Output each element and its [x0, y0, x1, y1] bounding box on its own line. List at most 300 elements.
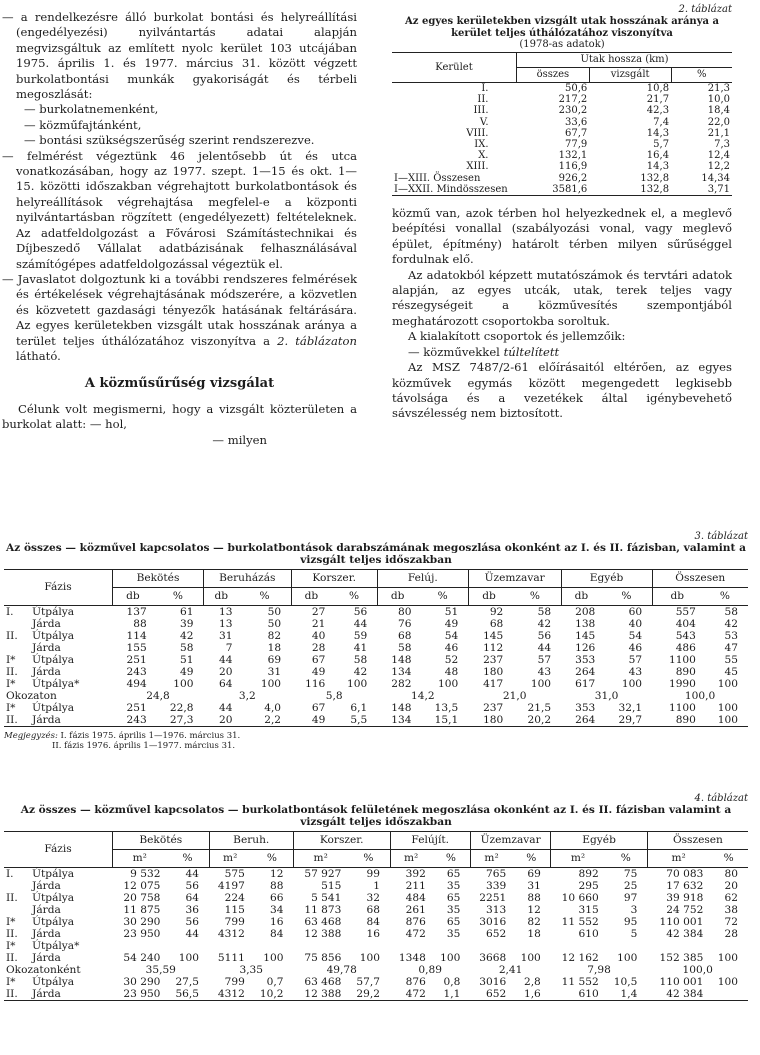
table-cell: 66 — [269, 892, 284, 904]
table-cell: 29,2 — [356, 988, 380, 1000]
table-row — [392, 117, 732, 128]
table-cell: 49,78 — [326, 964, 357, 976]
table-cell: 5,5 — [350, 714, 368, 726]
table-row — [4, 892, 748, 904]
table-cell: 58 — [353, 654, 368, 666]
table-cell: Útpálya — [32, 606, 75, 618]
table-cell: 75 856 — [304, 952, 342, 964]
table-cell: 0,89 — [418, 964, 442, 976]
table-cell: 23 950 — [123, 928, 161, 940]
table-cell: 799 — [224, 916, 245, 928]
table3-unit: % — [349, 590, 360, 602]
table-cell: 4312 — [217, 988, 245, 1000]
table-cell: 484 — [405, 892, 426, 904]
table4-unit: m² — [293, 850, 347, 868]
table-cell: 10,2 — [259, 988, 284, 1000]
table-cell: 13,5 — [434, 702, 459, 714]
table-cell: 24 752 — [666, 904, 704, 916]
table4-unit: % — [363, 852, 374, 864]
table-cell: 69 — [527, 868, 541, 880]
table3-number: 3. táblázat — [694, 531, 748, 542]
table4-group-header: Üzemzavar — [470, 832, 550, 850]
table-cell: 11 552 — [561, 916, 599, 928]
table3-note — [4, 731, 748, 751]
table-cell: 0,7 — [266, 976, 284, 988]
table-cell: 1100 — [668, 702, 696, 714]
table-cell: 88 — [133, 618, 147, 630]
table-cell: 7 — [225, 642, 233, 654]
table-row — [4, 952, 748, 964]
table-cell: 3581,6 — [552, 183, 588, 195]
table3-unit: % — [719, 590, 730, 602]
table-cell: Járda — [32, 618, 61, 630]
table-cell: 100 — [263, 952, 284, 964]
table-cell: II. — [6, 666, 18, 678]
table-cell: 49 — [311, 714, 326, 726]
table-cell: 56 — [537, 630, 552, 642]
table-cell: 100 — [260, 678, 282, 690]
table-cell: 56 — [185, 916, 200, 928]
table-cell: I—XXII. Mindösszesen — [394, 183, 508, 195]
table-cell: I* — [6, 654, 16, 666]
table4-unit: % — [620, 852, 631, 864]
table-cell: 486 — [675, 642, 696, 654]
table-cell: 12 162 — [561, 952, 599, 964]
table-cell: II. — [6, 630, 18, 642]
table-cell: 145 — [575, 630, 596, 642]
table-cell: 44 — [185, 928, 200, 940]
table-cell: 69 — [267, 654, 282, 666]
table-cell: 99 — [366, 868, 380, 880]
table-cell: 29,7 — [618, 714, 643, 726]
table-row — [4, 618, 748, 630]
table4-group-header: Korszer. — [293, 832, 390, 850]
table-cell: 68 — [398, 630, 412, 642]
table-cell: 575 — [224, 868, 245, 880]
table-cell: 10,8 — [646, 83, 670, 94]
table-cell: 41 — [353, 642, 368, 654]
table-cell: 617 — [575, 678, 596, 690]
table-cell: 44 — [219, 654, 233, 666]
table-cell: 64 — [185, 892, 200, 904]
table-cell: 56 — [185, 880, 200, 892]
table-cell: 652 — [486, 928, 507, 940]
table-cell: 180 — [483, 666, 504, 678]
table-cell: 54 — [444, 630, 459, 642]
table-cell: 44 — [353, 618, 368, 630]
table-cell: 65 — [446, 892, 461, 904]
item-proposal-text: — Javaslatot dolgoztunk ki a további rendszeres felmérések és értékelések végrehajtásának módszerére, a közvetlen és közvetett gazdasági tényezők hatásának feltárására. Az egyes kerületekben vizsgált utak hosszának aránya a terület teljes úthálózatához viszonyítva a — [2, 271, 357, 348]
table-cell: 35 — [446, 928, 461, 940]
table3-unit: % — [259, 590, 270, 602]
table-cell: II. — [6, 714, 18, 726]
table-cell: Járda — [32, 880, 61, 892]
table-cell: 31 — [219, 630, 233, 642]
table-cell: 652 — [486, 988, 507, 1000]
table-cell: 14,2 — [410, 690, 435, 702]
table-cell: 55 — [724, 654, 738, 666]
table-cell: 25 — [623, 880, 638, 892]
table-cell: 92 — [489, 606, 504, 618]
table3-unit: db — [204, 588, 239, 606]
paragraph-goal: Célunk volt megismerni, hogy a vizsgált közterületen a burkolat alatt: — hol, — [2, 401, 357, 432]
table-cell: 67 — [311, 702, 326, 714]
table-cell: 2,41 — [498, 964, 523, 976]
table-cell: 100 — [717, 678, 738, 690]
table-cell: 12 388 — [304, 988, 342, 1000]
table-row — [4, 642, 748, 654]
table-row — [4, 868, 748, 880]
table-cell: 22,0 — [707, 116, 730, 128]
table-cell: 4197 — [217, 880, 245, 892]
table-row — [4, 666, 748, 678]
sub-item: — bontási szükségszerűség szerint rendszerezve. — [24, 133, 315, 148]
table4-unit: m² — [470, 850, 512, 868]
table3-unit: db — [652, 588, 702, 606]
table-cell: 12 075 — [123, 880, 161, 892]
table-cell: 39 918 — [666, 892, 704, 904]
table4-group-header: Bekötés — [113, 832, 210, 850]
table4 — [4, 831, 748, 1001]
table-cell: IX. — [474, 139, 489, 151]
table-cell: 315 — [578, 904, 599, 916]
table-cell: 80 — [724, 868, 738, 880]
table3-body — [4, 606, 748, 727]
table4-unit: m² — [551, 850, 605, 868]
table-cell: 15,1 — [434, 714, 459, 726]
table-cell: 3,71 — [707, 183, 730, 195]
paragraph: közmű van, azok térben hol helyezkednek el, a meglevő beépítési vonallal (szabályozási vonal, vagy meglevő épület, építmény) határolt térben milyen sűrűséggel fordulnak elő. — [392, 206, 732, 267]
table-cell: 264 — [575, 714, 596, 726]
table-cell: 10,0 — [707, 94, 730, 106]
table-cell: 75 — [623, 868, 638, 880]
table-cell — [4, 880, 30, 892]
table-cell: 77,9 — [565, 139, 588, 151]
table-cell: 134 — [391, 666, 412, 678]
table4-unit: % — [182, 852, 193, 864]
table-cell: 43 — [628, 666, 643, 678]
table-cell: 97 — [623, 892, 638, 904]
table-row — [392, 184, 732, 196]
table-cell: 145 — [483, 630, 504, 642]
table3-unit: db — [113, 588, 153, 606]
table-cell: 3 — [630, 904, 638, 916]
table-cell: 208 — [575, 606, 596, 618]
table-cell: 112 — [483, 642, 504, 654]
note-line: I. fázis 1975. április 1—1976. március 31. — [60, 731, 241, 741]
table-cell: 20 — [724, 880, 738, 892]
table-cell: 132,8 — [640, 183, 670, 195]
table-cell: 100 — [178, 952, 200, 964]
table-cell: 80 — [398, 606, 412, 618]
table-cell: 132,1 — [558, 150, 588, 162]
table-cell: 116 — [305, 678, 326, 690]
table-cell: 14,3 — [646, 161, 670, 173]
table-cell: 28 — [724, 928, 738, 940]
table4-group-header: Egyéb — [551, 832, 648, 850]
table-cell: 7,98 — [587, 964, 611, 976]
table2-subcol: vizsgált — [589, 68, 671, 83]
table-row — [4, 964, 748, 976]
table-cell: 237 — [483, 654, 504, 666]
table-cell: 890 — [675, 714, 696, 726]
table-cell: Járda — [32, 714, 61, 726]
table-cell: 100 — [359, 952, 380, 964]
table3-group-header: Korszer. — [291, 570, 377, 588]
table-row — [4, 988, 748, 1001]
table-cell: 557 — [675, 606, 696, 618]
intro-item: — a rendelkezésre álló burkolat bontási és helyreállítási (engedélyezési) nyilvántartás adatai alapján megvizsgáltuk az említett nyolc kerület 103 utcájában 1975. április 1. és 1977. március 31. között végzett burkolatbontási munkák gyakoriságát és térbeli megoszlását: — [2, 10, 357, 102]
table-cell: 1,4 — [620, 988, 638, 1000]
table-cell — [4, 904, 30, 916]
table-cell: 40 — [628, 618, 643, 630]
table-cell: 2,8 — [523, 976, 541, 988]
table4-unit: m² — [390, 850, 432, 868]
table-cell: 339 — [486, 880, 507, 892]
table-row — [4, 714, 748, 727]
table-cell: 62 — [724, 892, 738, 904]
table2-subcol: összes — [517, 68, 590, 83]
table-cell: 46 — [444, 642, 459, 654]
table-cell: 57 927 — [304, 868, 342, 880]
table-row — [4, 630, 748, 642]
table-cell: 5111 — [217, 952, 245, 964]
table-cell: 16 — [269, 916, 284, 928]
table-cell: 261 — [405, 904, 426, 916]
table4-unit: % — [445, 852, 456, 864]
table-cell: 56,5 — [175, 988, 200, 1000]
table3-group-header: Felúj. — [377, 570, 468, 588]
table-cell: 295 — [578, 880, 599, 892]
table-cell: 100 — [520, 952, 541, 964]
table-cell: 82 — [267, 630, 282, 642]
table-cell: 148 — [391, 654, 412, 666]
table-cell: 890 — [675, 666, 696, 678]
table-cell: 40 — [311, 630, 326, 642]
table-cell: 110 001 — [659, 976, 704, 988]
table-cell: 31 — [527, 880, 541, 892]
table-cell: 31 — [267, 666, 282, 678]
table4-unit: m² — [647, 850, 709, 868]
table-cell: 42 384 — [666, 928, 704, 940]
table-cell — [4, 618, 30, 630]
table4-unit: m² — [209, 850, 251, 868]
table-cell: 49 — [180, 666, 194, 678]
table-cell: 180 — [483, 714, 504, 726]
table-row — [4, 690, 748, 702]
table-cell: 20,2 — [527, 714, 552, 726]
table-cell: 251 — [126, 702, 147, 714]
table-cell: I* — [6, 678, 16, 690]
table-cell: 57 — [537, 654, 552, 666]
table-row — [4, 654, 748, 666]
table-cell: 68 — [489, 618, 504, 630]
table-cell: 100 — [173, 678, 194, 690]
table-cell: 12,2 — [707, 161, 730, 173]
table-cell: 44 — [185, 868, 200, 880]
table-cell: 100 — [440, 952, 461, 964]
table-cell: I. — [6, 606, 14, 618]
table-cell: 224 — [224, 892, 245, 904]
table-row — [4, 916, 748, 928]
table-cell: Okozaton — [6, 690, 57, 702]
sub-item: — közműfajtánként, — [24, 117, 142, 132]
table-cell: 16 — [366, 928, 380, 940]
table-row — [4, 880, 748, 892]
table-cell: II. — [6, 892, 18, 904]
table2 — [392, 52, 732, 196]
table-cell: 13 — [219, 606, 233, 618]
left-text-column — [2, 10, 357, 448]
table-cell: 4,0 — [264, 702, 282, 714]
table-cell: 46 — [628, 642, 643, 654]
table-cell: Útpálya — [32, 976, 75, 988]
table3-group-header: Üzemzavar — [468, 570, 561, 588]
table-cell: 21,7 — [646, 94, 670, 106]
table-cell: I* — [6, 916, 16, 928]
table-cell: 35,59 — [145, 964, 176, 976]
table-cell: 33,6 — [565, 116, 588, 128]
table-cell: 76 — [398, 618, 412, 630]
table-cell: 100 — [717, 714, 738, 726]
table-row — [4, 940, 748, 952]
item-proposal-end: látható. — [16, 348, 61, 363]
italic-term: túltelített — [503, 344, 560, 359]
table-cell: 1 — [373, 880, 380, 892]
table-cell: 1348 — [398, 952, 426, 964]
table-cell: 4312 — [217, 928, 245, 940]
table-cell: V. — [479, 116, 489, 128]
table-cell: 14,3 — [646, 127, 670, 139]
table-cell: 60 — [628, 606, 643, 618]
table-cell: 65 — [446, 916, 461, 928]
table-cell: 353 — [575, 654, 596, 666]
table-cell: I* — [6, 702, 16, 714]
table2-subcol: % — [671, 68, 732, 83]
table-cell: 51 — [180, 654, 194, 666]
table4-group-header: Felújít. — [390, 832, 470, 850]
table-cell: 12 — [269, 868, 284, 880]
table-cell: 32,1 — [618, 702, 643, 714]
table-cell: Okozatonként — [6, 964, 81, 976]
table-cell: X. — [478, 150, 489, 162]
table-cell: Járda — [32, 904, 61, 916]
table-cell: 27 — [311, 606, 326, 618]
table-cell: 5 — [630, 928, 638, 940]
table-cell: 155 — [126, 642, 147, 654]
table-cell: 211 — [405, 880, 426, 892]
table-cell: 126 — [575, 642, 596, 654]
table-cell: 138 — [575, 618, 596, 630]
table-cell: III. — [473, 105, 489, 117]
table-cell: 5,8 — [325, 690, 343, 702]
right-column — [392, 4, 732, 422]
table-cell: 0,8 — [443, 976, 461, 988]
table-cell: 58 — [724, 606, 738, 618]
table-row — [392, 150, 732, 161]
table-row — [392, 94, 732, 105]
table-cell: 148 — [391, 702, 412, 714]
paragraph: Az adatokból képzett mutatószámok és tervtári adatok alapján, az egyes utcák, utak, terek teljes vagy részegységeit a közművesítés szempontjából meghatározott csoportokba soroltuk. — [392, 267, 732, 328]
table-cell: 20 758 — [123, 892, 161, 904]
table-cell: 28 — [311, 642, 326, 654]
note-line: II. fázis 1976. április 1—1977. március 31. — [52, 741, 236, 751]
table-cell: 42,3 — [646, 105, 670, 117]
table-cell: 16,4 — [646, 150, 670, 162]
table-cell: 22,8 — [169, 702, 194, 714]
table-cell: 114 — [126, 630, 147, 642]
table-cell: 137 — [126, 606, 147, 618]
table3-group-header: Egyéb — [561, 570, 652, 588]
table4-body — [4, 868, 748, 1001]
table-cell: 18 — [267, 642, 282, 654]
table-cell: 95 — [623, 916, 638, 928]
table-cell: 84 — [366, 916, 380, 928]
table4-section — [4, 793, 748, 1001]
table-cell: 610 — [578, 988, 599, 1000]
table-cell: 2,2 — [264, 714, 282, 726]
table-cell: 100 — [438, 678, 459, 690]
table3-title: Az összes — közművel kapcsolatos — burkolatbontások darabszámának megoszlása okonként az I. és II. fázisban, valamint a vizsgált teljes időszakban — [6, 542, 746, 566]
table-cell: 65 — [446, 868, 461, 880]
table-cell: 251 — [126, 654, 147, 666]
table-cell: 36 — [185, 904, 200, 916]
table-cell: 17 632 — [666, 880, 704, 892]
table2-subtitle: (1978-as adatok) — [519, 39, 605, 50]
table-cell: 100 — [717, 952, 738, 964]
table-cell: II. — [6, 952, 18, 964]
table-cell: 42 — [724, 618, 738, 630]
table4-unit: % — [526, 852, 537, 864]
table-cell: 610 — [578, 928, 599, 940]
table-cell: 13 — [219, 618, 233, 630]
table3-group-header: Összesen — [652, 570, 748, 588]
table-cell: 42 — [353, 666, 368, 678]
table-cell: 9 532 — [130, 868, 161, 880]
table-cell: 44 — [219, 702, 233, 714]
table-cell: 3016 — [479, 916, 507, 928]
table-cell: 115 — [224, 904, 245, 916]
table-cell: 32 — [366, 892, 380, 904]
table-cell: 417 — [483, 678, 504, 690]
dash-text: — közművekkel — [408, 344, 500, 359]
table-cell: 6,1 — [350, 702, 368, 714]
table-cell: Útpálya — [32, 630, 75, 642]
table2-group-header: Utak hossza (km) — [517, 53, 733, 68]
table-cell: 264 — [575, 666, 596, 678]
table-cell: 30 290 — [123, 916, 161, 928]
table-cell: I. — [481, 83, 489, 94]
table-cell: 1,6 — [523, 988, 541, 1000]
table-cell: 42 — [180, 630, 194, 642]
table-cell: 57 — [628, 654, 643, 666]
table-cell: 45 — [724, 666, 738, 678]
table-cell: Útpálya — [32, 702, 75, 714]
table2-col-kerulet: Kerület — [435, 61, 473, 73]
table-cell: 64 — [219, 678, 233, 690]
table-cell: Járda — [32, 988, 61, 1000]
table-cell: 30 290 — [123, 976, 161, 988]
table-cell: 63 468 — [304, 976, 342, 988]
table-row — [4, 928, 748, 940]
table-cell: II. — [6, 988, 18, 1000]
table-cell: 926,2 — [558, 172, 588, 184]
paragraph: A kialakított csoportok és jellemzőik: — [408, 329, 626, 344]
table-cell: 21,0 — [502, 690, 527, 702]
table-cell: 56 — [353, 606, 368, 618]
table-cell: 67,7 — [565, 127, 588, 139]
table-cell: 876 — [405, 916, 426, 928]
